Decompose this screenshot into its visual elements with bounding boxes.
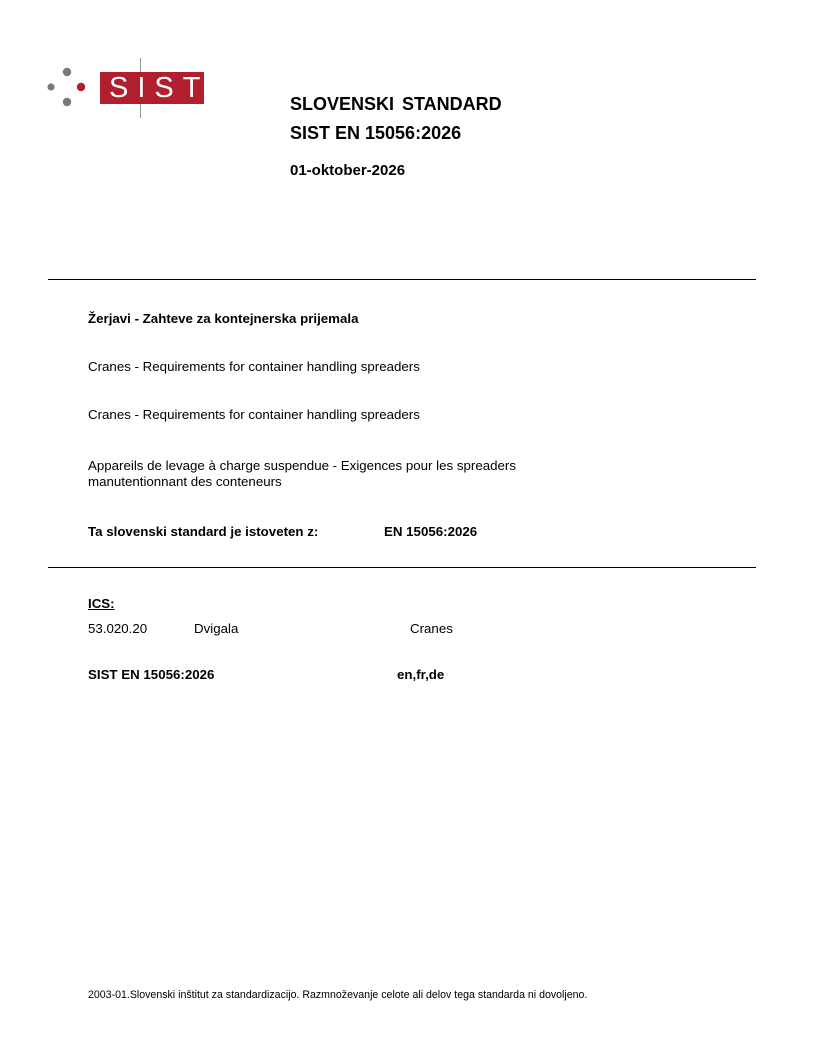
summary-languages: en,fr,de: [397, 667, 445, 682]
identity-value: EN 15056:2026: [384, 524, 478, 539]
title-french-line1: Appareils de levage à charge suspendue - Exigences pour les spreaders: [88, 458, 516, 473]
ics-code: 53.020.20: [88, 621, 148, 636]
ics-label: ICS:: [88, 596, 115, 611]
publication-date: 01-oktober-2026: [290, 162, 406, 179]
title-slovenian: Žerjavi - Zahteve za kontejnerska prijemala: [88, 311, 359, 326]
title-french-line2: manutentionnant des conteneurs: [88, 474, 282, 489]
standard-code: SIST EN 15056:2026: [290, 123, 462, 143]
sist-logo: SIST: [100, 72, 204, 104]
divider-bottom: [48, 567, 756, 568]
ics-slovenian-name: Dvigala: [194, 621, 239, 636]
standard-type-title: SLOVENSKI STANDARD: [290, 94, 502, 114]
ics-english-name: Cranes: [410, 621, 453, 636]
sist-logo-dots-icon: [46, 66, 86, 110]
title-english-repeat: Cranes - Requirements for container handling spreaders: [88, 407, 420, 422]
copyright-footer: 2003-01.Slovenski inštitut za standardizacijo. Razmnoževanje celote ali delov tega standarda ni dovoljeno.: [88, 989, 588, 1001]
divider-top: [48, 279, 756, 280]
identity-label: Ta slovenski standard je istoveten z:: [88, 524, 319, 539]
summary-code: SIST EN 15056:2026: [88, 667, 215, 682]
title-english: Cranes - Requirements for container handling spreaders: [88, 359, 420, 374]
